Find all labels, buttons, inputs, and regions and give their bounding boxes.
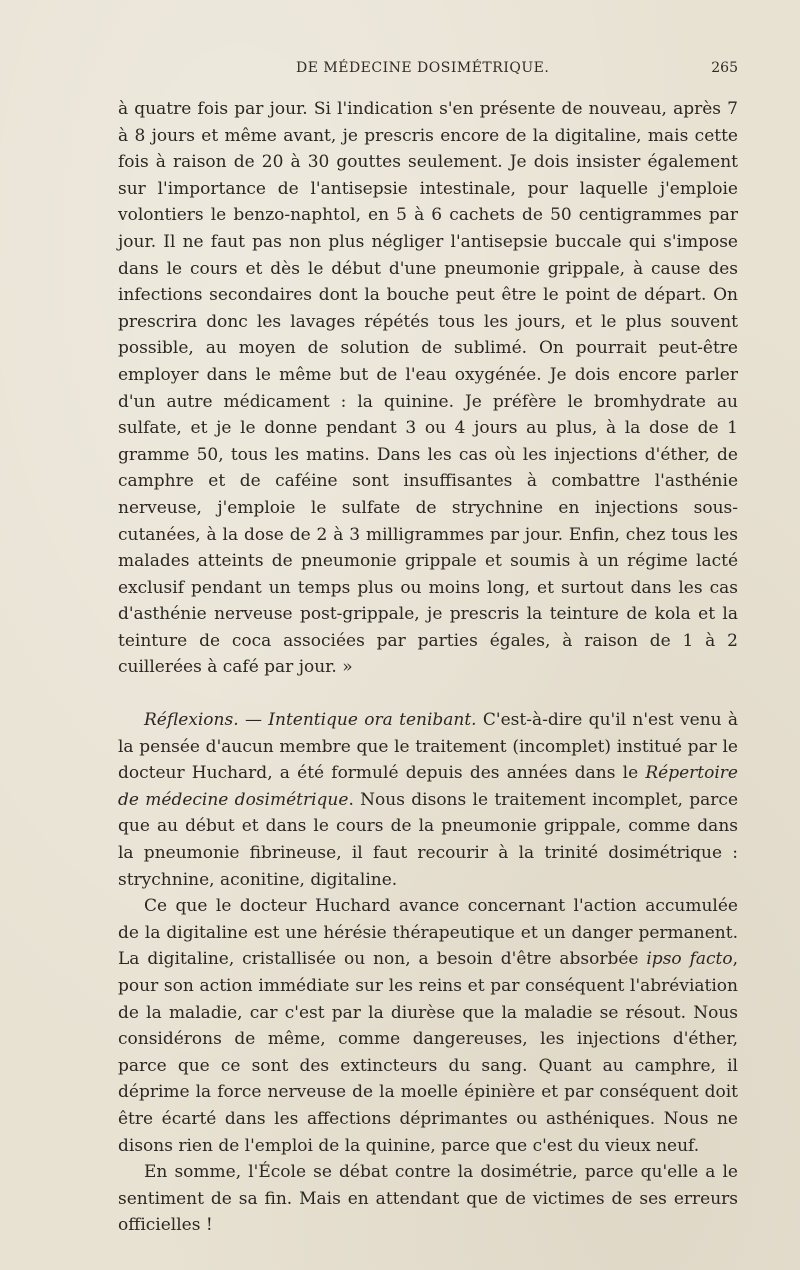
page-header bbox=[118, 60, 738, 84]
paragraph-reflexions bbox=[118, 707, 738, 893]
reflexions-dash: — bbox=[238, 710, 269, 731]
latin-motto: Intentique ora tenibant. bbox=[268, 710, 477, 731]
journal-title: Répertoire de médecine dosimétrique bbox=[118, 763, 738, 810]
reflexions-text-a: C'est-à-dire qu'il n'est venu à la pensée d'aucun membre que le traitement (incomplet) institué par le docteur Huchard, a été formulé depuis des années dans le bbox=[118, 710, 738, 784]
paragraph-digitaline bbox=[118, 893, 738, 1159]
ipso-facto: ipso facto bbox=[646, 949, 733, 970]
body-text bbox=[118, 96, 738, 1239]
reflexions-label: Réflexions. bbox=[144, 710, 239, 731]
digitaline-text-a: Ce que le docteur Huchard avance concernant l'action accumulée de la digitaline est une hérésie thérapeutique et un danger permanent. La digitaline, cristallisée ou non, a besoin d'être absorbée bbox=[118, 896, 738, 970]
running-title: DE MÉDECINE DOSIMÉTRIQUE. bbox=[296, 60, 550, 76]
paragraph-conclusion: En somme, l'École se débat contre la dosimétrie, parce qu'elle a le sentiment de sa fin. Mais en attendant que de victimes de ses erreurs officielles ! bbox=[118, 1162, 738, 1236]
paragraph-continued-quote: à quatre fois par jour. Si l'indication s'en présente de nouveau, après 7 à 8 jours et même avant, je prescris encore de la digitaline, mais cette fois à raison de 20 à 30 gouttes seulement. Je dois insister également sur l'importance de l'antisepsie intestinale, pour laquelle j'emploie volontiers le benzo-naphtol, en 5 à 6 cachets de 50 centigrammes par jour. Il ne faut pas non plus négliger l'antisepsie buccale qui s'impose dans le cours et dès le début d'une pneumonie grippale, à cause des infections secondaires dont la bouche peut être le point de départ. On prescrira donc les lavages répétés tous les jours, et le plus souvent possible, au moyen de solution de sublimé. On pourrait peut-être employer dans le même but de l'eau oxygénée. Je dois encore parler d'un autre médicament : la quinine. Je préfère le bromhydrate au sulfate, et je le donne pendant 3 ou 4 jours au plus, à la dose de 1 gramme 50, tous les matins. Dans les cas où les injections d'éther, de camphre et de caféine sont insuffisantes à combattre l'asthénie nerveuse, j'emploie le sulfate de strychnine en injections sous-cutanées, à la dose de 2 à 3 milligrammes par jour. Enfin, chez tous les malades atteints de pneumonie grippale et soumis à un régime lacté exclusif pendant un temps plus ou moins long, et surtout dans les cas d'asthénie nerveuse post-grippale, je prescris la teinture de kola et la teinture de coca associées par parties égales, à raison de 1 à 2 cuillerées à café par jour. » bbox=[118, 99, 738, 678]
digitaline-text-b: , pour son action immédiate sur les reins et par conséquent l'abréviation de la maladie, car c'est par la diurèse que la maladie se résout. Nous considérons de même, comme dangereuses, les injections d'éther, parce que ce sont des extincteurs du sang. Quant au camphre, il déprime la force nerveuse de la moelle épinière et par conséquent doit être écarté dans les affections déprimantes ou asthéniques. Nous ne disons rien de l'emploi de la quinine, parce que c'est du vieux neuf. bbox=[118, 949, 738, 1156]
reflexions-text-b: . Nous disons le traitement incomplet, parce que au début et dans le cours de la pneumonie grippale, comme dans la pneumonie fibrineuse, il faut recourir à la trinité dosimétrique : strychnine, aconitine, digitaline. bbox=[118, 789, 739, 890]
page-number: 265 bbox=[711, 60, 738, 76]
